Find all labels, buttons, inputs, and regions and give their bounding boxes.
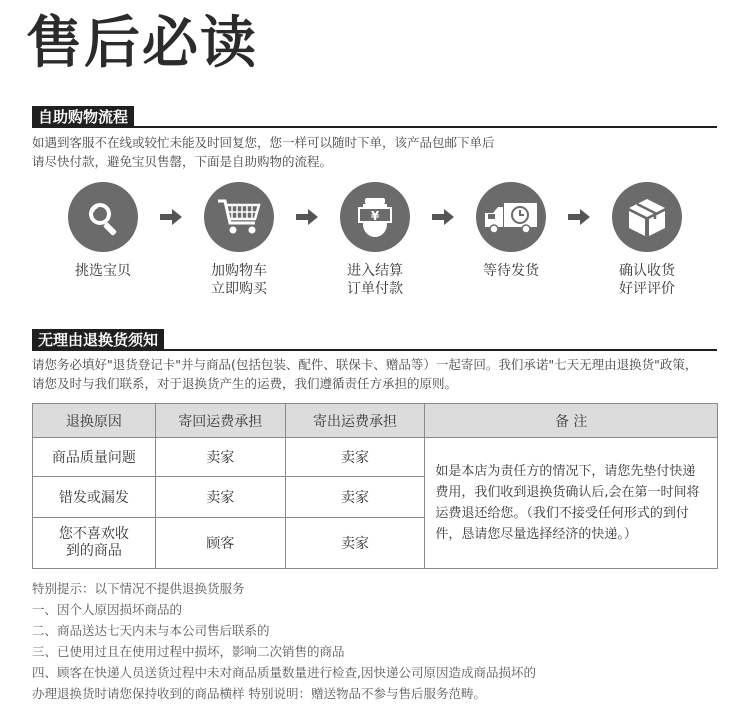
intro-line: 请您及时与我们联系，对于退换货产生的运费，我们遵循责任方承担的原则。 (32, 376, 458, 391)
step-circle (68, 182, 138, 252)
column-header: 备 注 (425, 404, 718, 438)
page-title: 售后必读 (26, 11, 258, 76)
step-label: 确认收货 (619, 263, 675, 279)
send-fee-cell: 卖家 (285, 477, 425, 518)
note-line: 四、顾客在快递人员送货过程中未对商品质量数量进行检查,因快递公司原因造成商品损坏的 (32, 665, 536, 680)
step-add-to-cart (184, 182, 294, 298)
intro-line: 如遇到客服不在线或较忙未能及时回复您，您一样可以随时下单，该产品包邮下单后 (32, 135, 495, 150)
send-fee-cell: 卖家 (285, 438, 425, 477)
reason-cell: 商品质量问题 (33, 438, 156, 477)
table-header-row (33, 404, 718, 438)
step-confirm-receipt (592, 182, 702, 298)
self-service-intro (32, 133, 732, 171)
note-line: 二、商品送达七天内未与本公司售后联系的 (32, 623, 270, 638)
return-fee-cell: 顾客 (155, 518, 285, 569)
intro-line: 请您务必填好"退货登记卡"并与商品(包括包装、配件、联保卡、赠品等）一起寄回。我们承诺"七天无理由退换货"政策， (32, 357, 698, 372)
column-header: 寄出运费承担 (285, 404, 425, 438)
hand-card-icon (353, 194, 397, 240)
step-label: 挑选宝贝 (75, 263, 131, 279)
arrow-right-icon (294, 206, 320, 228)
reason-line: 您不喜欢收 (58, 526, 129, 542)
step-label: 立即购买 (211, 281, 267, 297)
section-divider (32, 126, 717, 128)
step-label: 进入结算 (347, 263, 403, 279)
remark-line: 件，恳请您尽量选择经济的快递。） (435, 527, 637, 542)
send-fee-cell: 卖家 (285, 518, 425, 569)
note-line: 三、已使用过且在使用过程中损坏，影响二次销售的商品 (32, 644, 345, 659)
remark-cell (425, 438, 718, 569)
step-circle (612, 182, 682, 252)
step-circle (340, 182, 410, 252)
remark-line: 运费退还给您。（我们不接受任何形式的到付 (435, 506, 689, 521)
step-circle (476, 182, 546, 252)
remark-line: 费用，我们收到退换货确认后,会在第一时间将 (435, 485, 700, 500)
reason-line: 到的商品 (65, 543, 122, 559)
note-line: 一、因个人原因损坏商品的 (32, 602, 183, 617)
returns-table (32, 403, 718, 569)
step-label: 加购物车 (211, 263, 267, 279)
remark-line: 如是本店为责任方的情况下，请您先垫付快递 (435, 464, 696, 479)
arrow-right-icon (566, 206, 592, 228)
arrow-right-icon (158, 206, 184, 228)
magnifier-icon (83, 197, 123, 237)
step-circle (204, 182, 274, 252)
step-checkout (320, 182, 430, 298)
table-row (33, 438, 718, 477)
step-label: 好评评价 (619, 281, 675, 297)
return-fee-cell: 卖家 (155, 438, 285, 477)
note-line: 特别提示：以下情况不提供退换货服务 (32, 581, 245, 596)
svg-text:¥: ¥ (370, 209, 380, 223)
self-service-heading: 自助购物流程 (32, 106, 134, 128)
section-divider (32, 349, 717, 351)
reason-cell (33, 518, 156, 569)
return-fee-cell: 卖家 (155, 477, 285, 518)
returns-heading: 无理由退换货须知 (32, 329, 164, 351)
step-wait-shipping (456, 182, 566, 280)
intro-line: 请尽快付款，避免宝贝售罄，下面是自助购物的流程。 (32, 154, 333, 169)
note-line: 办理退换货时请您保持收到的商品横样 特别说明：赠送物品不参与售后服务范畴。 (32, 686, 486, 701)
shopping-cart-icon (215, 195, 263, 239)
arrow-right-icon (430, 206, 456, 228)
column-header: 寄回运费承担 (155, 404, 285, 438)
step-select-item (48, 182, 158, 280)
returns-intro (32, 355, 732, 393)
step-label: 等待发货 (483, 263, 539, 279)
special-notes (32, 578, 732, 704)
delivery-truck-icon (483, 199, 539, 235)
step-label: 订单付款 (347, 281, 403, 297)
package-box-icon (625, 195, 669, 239)
column-header: 退换原因 (33, 404, 156, 438)
reason-cell: 错发或漏发 (33, 477, 156, 518)
